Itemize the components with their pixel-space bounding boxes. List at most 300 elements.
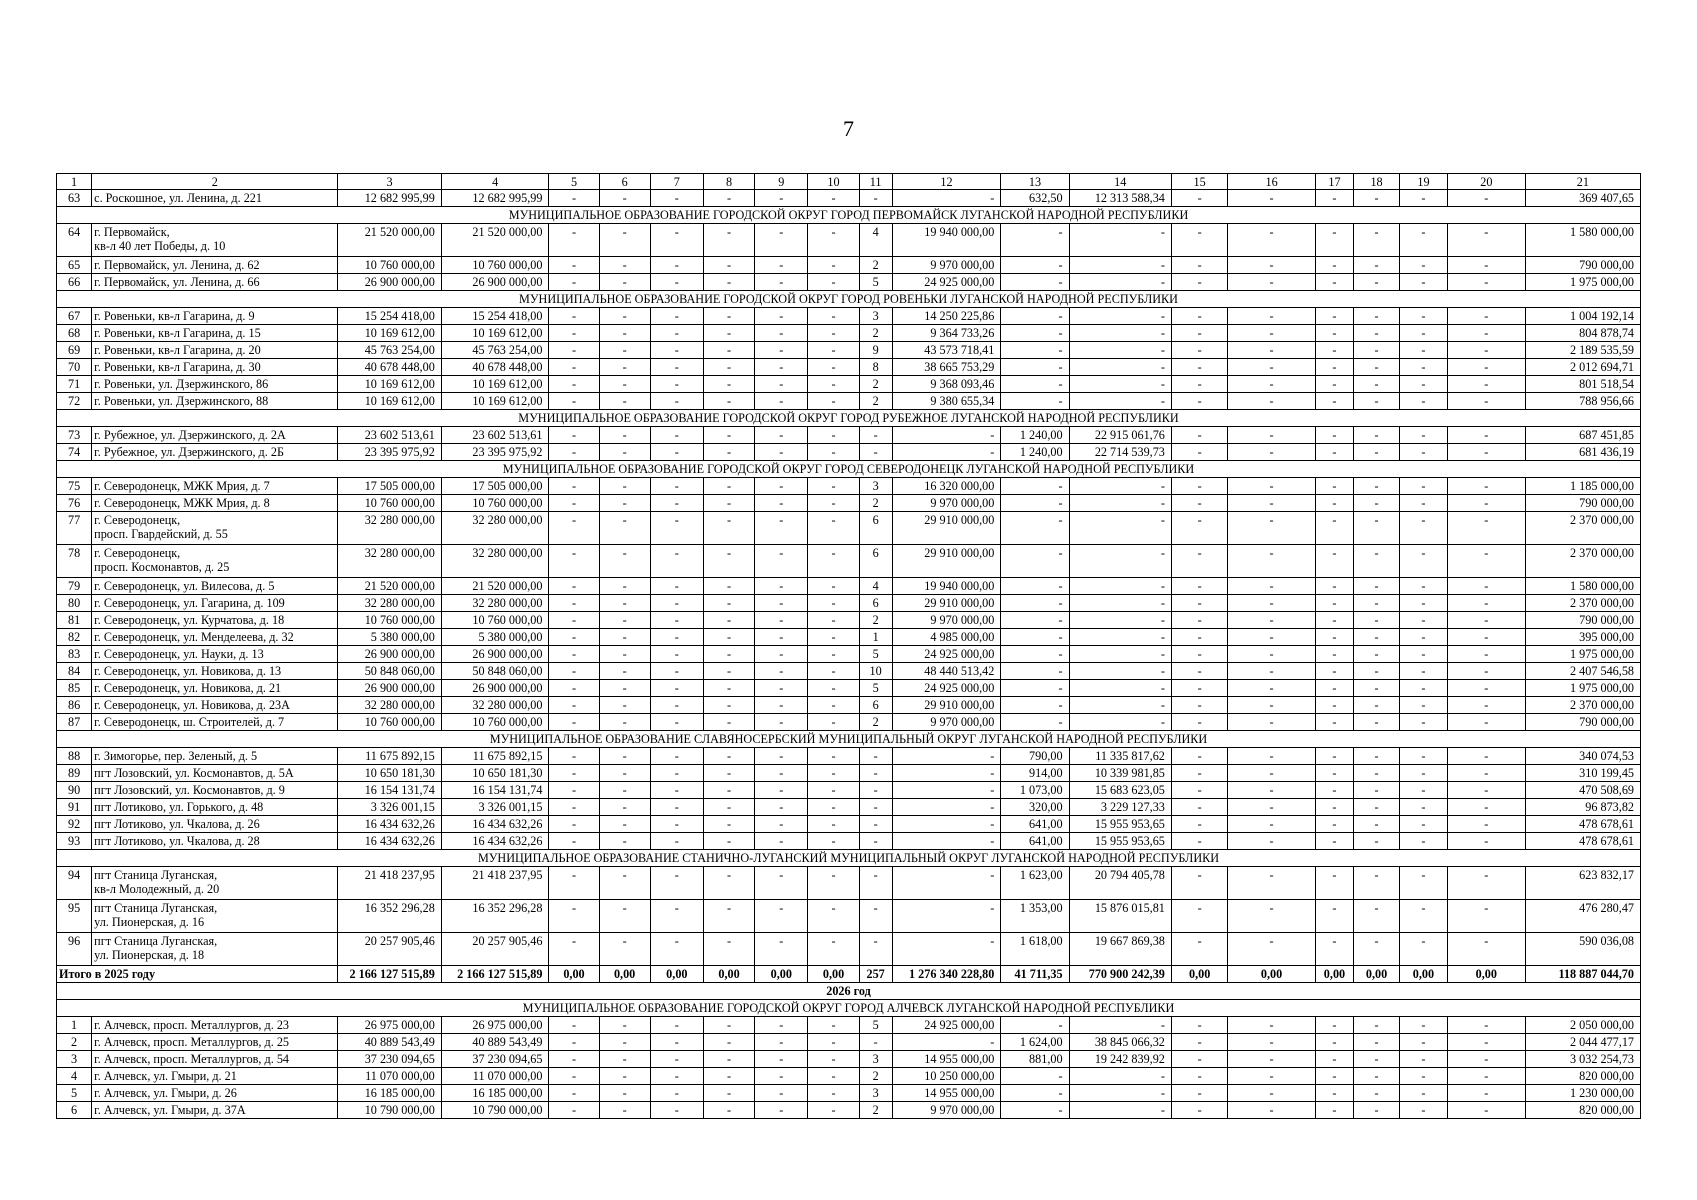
table-cell: - bbox=[755, 1017, 808, 1034]
table-cell: 9 970 000,00 bbox=[892, 1102, 1001, 1119]
table-cell: - bbox=[1315, 663, 1353, 680]
table-cell: 1 353,00 bbox=[1001, 900, 1069, 933]
table-cell: - bbox=[703, 782, 754, 799]
table-cell: - bbox=[808, 308, 859, 325]
table-cell: - bbox=[808, 933, 859, 966]
table-cell: - bbox=[1171, 545, 1227, 578]
table-cell: 5 bbox=[859, 680, 892, 697]
table-row bbox=[57, 799, 1641, 816]
table-cell: - bbox=[549, 663, 599, 680]
table-cell: 17 505 000,00 bbox=[338, 478, 441, 495]
table-cell: - bbox=[808, 1017, 859, 1034]
table-cell: - bbox=[1447, 833, 1525, 850]
table-cell: - bbox=[1228, 799, 1315, 816]
table-cell: - bbox=[755, 376, 808, 393]
table-cell: 21 418 237,95 bbox=[441, 867, 549, 900]
table-cell: - bbox=[1399, 612, 1447, 629]
table-cell: - bbox=[549, 833, 599, 850]
table-cell: 16 434 632,26 bbox=[338, 833, 441, 850]
table-cell: 1 580 000,00 bbox=[1525, 224, 1640, 257]
address-cell: пгт Лотиково, ул. Чкалова, д. 28 bbox=[92, 833, 338, 850]
table-cell: 82 bbox=[57, 629, 92, 646]
table-cell: - bbox=[1315, 1102, 1353, 1119]
table-cell: - bbox=[549, 1085, 599, 1102]
column-number-cell: 3 bbox=[338, 174, 441, 190]
table-cell: 37 230 094,65 bbox=[338, 1051, 441, 1068]
table-cell: - bbox=[1447, 274, 1525, 291]
table-cell: - bbox=[599, 325, 650, 342]
table-cell: - bbox=[1354, 1102, 1400, 1119]
table-cell: - bbox=[650, 427, 703, 444]
table-cell: 40 678 448,00 bbox=[338, 359, 441, 376]
table-cell: 63 bbox=[57, 190, 92, 207]
address-cell: г. Первомайск, ул. Ленина, д. 62 bbox=[92, 257, 338, 274]
table-cell: - bbox=[703, 1102, 754, 1119]
table-cell: - bbox=[1315, 1085, 1353, 1102]
table-cell: 1 623,00 bbox=[1001, 867, 1069, 900]
table-cell: - bbox=[549, 867, 599, 900]
table-row bbox=[57, 782, 1641, 799]
address-cell: г. Зимогорье, пер. Зеленый, д. 5 bbox=[92, 748, 338, 765]
table-cell: - bbox=[1447, 697, 1525, 714]
table-cell: - bbox=[1315, 765, 1353, 782]
table-cell: 10 760 000,00 bbox=[441, 612, 549, 629]
table-cell: 84 bbox=[57, 663, 92, 680]
table-cell: 16 434 632,26 bbox=[441, 816, 549, 833]
table-cell: 1 185 000,00 bbox=[1525, 478, 1640, 495]
table-cell: - bbox=[1069, 478, 1171, 495]
table-cell: - bbox=[808, 224, 859, 257]
table-cell: 15 955 953,65 bbox=[1069, 833, 1171, 850]
table-cell: - bbox=[1315, 714, 1353, 731]
table-cell: - bbox=[1171, 1102, 1227, 1119]
table-cell: 14 955 000,00 bbox=[892, 1085, 1001, 1102]
table-cell: 90 bbox=[57, 782, 92, 799]
table-cell: 23 602 513,61 bbox=[441, 427, 549, 444]
table-cell: - bbox=[1171, 274, 1227, 291]
column-number-cell: 10 bbox=[808, 174, 859, 190]
table-cell: - bbox=[1447, 224, 1525, 257]
table-cell: - bbox=[755, 714, 808, 731]
table-cell: - bbox=[892, 427, 1001, 444]
column-number-cell: 19 bbox=[1399, 174, 1447, 190]
table-cell: - bbox=[1447, 308, 1525, 325]
table-cell: - bbox=[599, 224, 650, 257]
table-cell: - bbox=[1171, 816, 1227, 833]
address-cell: пгт Лозовский, ул. Космонавтов, д. 9 bbox=[92, 782, 338, 799]
table-cell: - bbox=[549, 308, 599, 325]
table-cell: - bbox=[1354, 427, 1400, 444]
table-cell: 3 326 001,15 bbox=[441, 799, 549, 816]
table-cell: - bbox=[808, 257, 859, 274]
address-cell: г. Рубежное, ул. Дзержинского, д. 2А bbox=[92, 427, 338, 444]
table-cell: - bbox=[1447, 257, 1525, 274]
table-row bbox=[57, 765, 1641, 782]
table-cell: - bbox=[549, 495, 599, 512]
total-cell: 2 166 127 515,89 bbox=[441, 966, 549, 983]
data-table bbox=[56, 173, 1641, 1119]
table-cell: - bbox=[650, 1034, 703, 1051]
table-cell: 820 000,00 bbox=[1525, 1102, 1640, 1119]
table-row bbox=[57, 748, 1641, 765]
table-cell: - bbox=[650, 495, 703, 512]
total-cell: 0,00 bbox=[703, 966, 754, 983]
table-cell: - bbox=[703, 1085, 754, 1102]
table-cell: - bbox=[1399, 697, 1447, 714]
year-header-row bbox=[57, 983, 1641, 1000]
table-cell: - bbox=[755, 1034, 808, 1051]
table-cell: - bbox=[1069, 697, 1171, 714]
table-cell: - bbox=[755, 595, 808, 612]
table-cell: - bbox=[1315, 697, 1353, 714]
table-cell: - bbox=[1228, 867, 1315, 900]
table-cell: - bbox=[650, 224, 703, 257]
table-cell: 26 900 000,00 bbox=[338, 646, 441, 663]
table-cell: - bbox=[549, 782, 599, 799]
table-cell: - bbox=[1447, 1102, 1525, 1119]
table-cell: 21 520 000,00 bbox=[338, 224, 441, 257]
table-cell: - bbox=[755, 782, 808, 799]
table-cell: - bbox=[703, 646, 754, 663]
table-cell: - bbox=[703, 833, 754, 850]
table-cell: - bbox=[703, 799, 754, 816]
table-row bbox=[57, 308, 1641, 325]
table-cell: 11 675 892,15 bbox=[441, 748, 549, 765]
table-row bbox=[57, 646, 1641, 663]
table-cell: - bbox=[1228, 308, 1315, 325]
table-cell: - bbox=[1228, 342, 1315, 359]
table-cell: - bbox=[703, 867, 754, 900]
table-cell: - bbox=[808, 325, 859, 342]
total-cell: 41 711,35 bbox=[1001, 966, 1069, 983]
table-cell: 2 407 546,58 bbox=[1525, 663, 1640, 680]
table-cell: - bbox=[1001, 714, 1069, 731]
address-cell: г. Северодонецк, МЖК Мрия, д. 7 bbox=[92, 478, 338, 495]
table-cell: - bbox=[808, 629, 859, 646]
table-cell: - bbox=[1171, 478, 1227, 495]
table-cell: - bbox=[755, 308, 808, 325]
table-cell: - bbox=[1354, 799, 1400, 816]
table-cell: 10 339 981,85 bbox=[1069, 765, 1171, 782]
table-cell: 641,00 bbox=[1001, 816, 1069, 833]
table-cell: - bbox=[650, 697, 703, 714]
table-cell: 16 352 296,28 bbox=[338, 900, 441, 933]
table-cell: - bbox=[1399, 512, 1447, 545]
table-row bbox=[57, 1085, 1641, 1102]
column-number-cell: 16 bbox=[1228, 174, 1315, 190]
table-cell: - bbox=[1069, 595, 1171, 612]
table-cell: - bbox=[808, 359, 859, 376]
table-cell: - bbox=[599, 714, 650, 731]
table-cell: 590 036,08 bbox=[1525, 933, 1640, 966]
table-cell: - bbox=[859, 816, 892, 833]
table-cell: 21 520 000,00 bbox=[441, 224, 549, 257]
table-cell: 5 380 000,00 bbox=[338, 629, 441, 646]
address-cell: пгт Лотиково, ул. Чкалова, д. 26 bbox=[92, 816, 338, 833]
column-number-cell: 1 bbox=[57, 174, 92, 190]
table-cell: - bbox=[1228, 512, 1315, 545]
table-cell: - bbox=[1315, 359, 1353, 376]
table-cell: - bbox=[650, 512, 703, 545]
table-cell: - bbox=[1447, 612, 1525, 629]
table-cell: - bbox=[1399, 1102, 1447, 1119]
table-cell: - bbox=[1171, 444, 1227, 461]
table-cell: - bbox=[650, 1051, 703, 1068]
address-cell: пгт Лозовский, ул. Космонавтов, д. 5А bbox=[92, 765, 338, 782]
table-cell: 20 794 405,78 bbox=[1069, 867, 1171, 900]
table-cell: - bbox=[859, 748, 892, 765]
table-cell: - bbox=[1447, 342, 1525, 359]
table-cell: 32 280 000,00 bbox=[441, 595, 549, 612]
table-cell: - bbox=[650, 478, 703, 495]
table-cell: 395 000,00 bbox=[1525, 629, 1640, 646]
table-cell: - bbox=[599, 697, 650, 714]
section-header-row bbox=[57, 1000, 1641, 1017]
table-cell: - bbox=[1001, 224, 1069, 257]
table-cell: 69 bbox=[57, 342, 92, 359]
table-cell: 40 889 543,49 bbox=[441, 1034, 549, 1051]
table-cell: - bbox=[1354, 816, 1400, 833]
table-cell: - bbox=[703, 274, 754, 291]
table-cell: - bbox=[1228, 545, 1315, 578]
table-cell: - bbox=[1171, 578, 1227, 595]
table-cell: 93 bbox=[57, 833, 92, 850]
table-cell: - bbox=[703, 1034, 754, 1051]
table-row bbox=[57, 663, 1641, 680]
column-number-cell: 13 bbox=[1001, 174, 1069, 190]
table-cell: - bbox=[808, 376, 859, 393]
table-cell: 3 032 254,73 bbox=[1525, 1051, 1640, 1068]
table-cell: 9 970 000,00 bbox=[892, 612, 1001, 629]
table-cell: 1 240,00 bbox=[1001, 427, 1069, 444]
table-cell: - bbox=[1069, 1017, 1171, 1034]
table-cell: - bbox=[650, 933, 703, 966]
total-cell: 0,00 bbox=[1315, 966, 1353, 983]
column-number-cell: 15 bbox=[1171, 174, 1227, 190]
address-cell: г. Ровеньки, кв-л Гагарина, д. 20 bbox=[92, 342, 338, 359]
table-cell: - bbox=[1354, 595, 1400, 612]
table-cell: 32 280 000,00 bbox=[338, 595, 441, 612]
column-number-cell: 5 bbox=[549, 174, 599, 190]
table-cell: - bbox=[1171, 933, 1227, 966]
table-cell: - bbox=[1315, 444, 1353, 461]
table-cell: - bbox=[650, 274, 703, 291]
table-cell: 24 925 000,00 bbox=[892, 680, 1001, 697]
table-row bbox=[57, 833, 1641, 850]
table-cell: - bbox=[1315, 900, 1353, 933]
table-cell: - bbox=[755, 680, 808, 697]
table-cell: - bbox=[1447, 765, 1525, 782]
table-cell: - bbox=[808, 867, 859, 900]
table-cell: 45 763 254,00 bbox=[338, 342, 441, 359]
table-cell: - bbox=[599, 1051, 650, 1068]
section-header-row bbox=[57, 850, 1641, 867]
table-cell: - bbox=[1447, 1068, 1525, 1085]
section-header-row bbox=[57, 731, 1641, 748]
table-cell: 2 370 000,00 bbox=[1525, 595, 1640, 612]
address-cell: пгт Станица Луганская, ул. Пионерская, д. 18 bbox=[92, 933, 338, 966]
table-cell: - bbox=[650, 748, 703, 765]
table-cell: 24 925 000,00 bbox=[892, 274, 1001, 291]
table-cell: - bbox=[1399, 545, 1447, 578]
table-cell: - bbox=[703, 190, 754, 207]
table-cell: - bbox=[599, 663, 650, 680]
table-cell: - bbox=[1315, 224, 1353, 257]
address-cell: г. Северодонецк, ул. Новикова, д. 23А bbox=[92, 697, 338, 714]
table-cell: - bbox=[808, 478, 859, 495]
address-cell: г. Ровеньки, кв-л Гагарина, д. 30 bbox=[92, 359, 338, 376]
total-cell: 2 166 127 515,89 bbox=[338, 966, 441, 983]
table-row bbox=[57, 190, 1641, 207]
table-cell: - bbox=[1447, 595, 1525, 612]
table-cell: 26 900 000,00 bbox=[441, 646, 549, 663]
table-cell: 3 bbox=[859, 1085, 892, 1102]
table-cell: - bbox=[755, 697, 808, 714]
table-cell: - bbox=[808, 646, 859, 663]
table-cell: - bbox=[808, 1051, 859, 1068]
table-cell: 16 352 296,28 bbox=[441, 900, 549, 933]
table-cell: - bbox=[1171, 1051, 1227, 1068]
table-cell: - bbox=[599, 1068, 650, 1085]
table-cell: - bbox=[1069, 325, 1171, 342]
table-cell: - bbox=[1069, 663, 1171, 680]
table-cell: - bbox=[1069, 612, 1171, 629]
table-cell: - bbox=[1315, 342, 1353, 359]
table-row bbox=[57, 595, 1641, 612]
table-body bbox=[57, 174, 1641, 1119]
table-cell: 623 832,17 bbox=[1525, 867, 1640, 900]
section-header-row bbox=[57, 291, 1641, 308]
table-cell: - bbox=[1001, 595, 1069, 612]
table-cell: - bbox=[703, 612, 754, 629]
column-number-cell: 9 bbox=[755, 174, 808, 190]
table-cell: 369 407,65 bbox=[1525, 190, 1640, 207]
address-cell: пгт Станица Луганская, кв-л Молодежный, д. 20 bbox=[92, 867, 338, 900]
table-cell: 2 bbox=[859, 376, 892, 393]
table-cell: - bbox=[1447, 1034, 1525, 1051]
table-cell: - bbox=[1399, 190, 1447, 207]
column-number-cell: 21 bbox=[1525, 174, 1640, 190]
table-cell: - bbox=[1001, 1017, 1069, 1034]
address-cell: г. Алчевск, просп. Металлургов, д. 54 bbox=[92, 1051, 338, 1068]
table-cell: 790,00 bbox=[1001, 748, 1069, 765]
table-cell: - bbox=[859, 427, 892, 444]
table-cell: - bbox=[1315, 190, 1353, 207]
table-cell: - bbox=[703, 512, 754, 545]
column-number-cell: 2 bbox=[92, 174, 338, 190]
table-cell: - bbox=[755, 342, 808, 359]
table-cell: - bbox=[549, 190, 599, 207]
table-cell: - bbox=[599, 595, 650, 612]
table-cell: - bbox=[1228, 714, 1315, 731]
section-title: МУНИЦИПАЛЬНОЕ ОБРАЗОВАНИЕ ГОРОДСКОЙ ОКРУГ ГОРОД АЛЧЕВСК ЛУГАНСКОЙ НАРОДНОЙ РЕСПУБЛИКИ bbox=[57, 1000, 1641, 1017]
table-cell: - bbox=[1228, 376, 1315, 393]
address-cell: г. Северодонецк, ул. Курчатова, д. 18 bbox=[92, 612, 338, 629]
table-cell: - bbox=[1228, 257, 1315, 274]
table-cell: - bbox=[1228, 578, 1315, 595]
table-cell: - bbox=[1069, 359, 1171, 376]
address-cell: г. Северодонецк, ул. Новикова, д. 13 bbox=[92, 663, 338, 680]
table-cell: 68 bbox=[57, 325, 92, 342]
table-cell: - bbox=[1354, 714, 1400, 731]
table-cell: - bbox=[549, 816, 599, 833]
table-cell: - bbox=[1399, 799, 1447, 816]
table-cell: - bbox=[1171, 714, 1227, 731]
table-cell: - bbox=[650, 816, 703, 833]
table-cell: - bbox=[1354, 224, 1400, 257]
table-cell: - bbox=[599, 257, 650, 274]
table-cell: 12 313 588,34 bbox=[1069, 190, 1171, 207]
table-cell: - bbox=[1315, 512, 1353, 545]
table-cell: - bbox=[1399, 359, 1447, 376]
table-cell: 23 395 975,92 bbox=[338, 444, 441, 461]
address-cell: г. Ровеньки, ул. Дзержинского, 88 bbox=[92, 393, 338, 410]
table-cell: - bbox=[859, 444, 892, 461]
table-cell: - bbox=[650, 833, 703, 850]
table-cell: 48 440 513,42 bbox=[892, 663, 1001, 680]
section-title: МУНИЦИПАЛЬНОЕ ОБРАЗОВАНИЕ ГОРОДСКОЙ ОКРУГ ГОРОД РОВЕНЬКИ ЛУГАНСКОЙ НАРОДНОЙ РЕСПУБЛИКИ bbox=[57, 291, 1641, 308]
table-cell: - bbox=[1171, 495, 1227, 512]
table-cell: 19 242 839,92 bbox=[1069, 1051, 1171, 1068]
table-cell: - bbox=[549, 512, 599, 545]
table-cell: 76 bbox=[57, 495, 92, 512]
address-cell: г. Рубежное, ул. Дзержинского, д. 2Б bbox=[92, 444, 338, 461]
table-cell: - bbox=[1447, 512, 1525, 545]
table-cell: - bbox=[650, 782, 703, 799]
total-row bbox=[57, 966, 1641, 983]
table-cell: - bbox=[1354, 444, 1400, 461]
table-cell: - bbox=[1228, 900, 1315, 933]
table-cell: - bbox=[599, 799, 650, 816]
table-cell: - bbox=[1354, 393, 1400, 410]
table-cell: 40 889 543,49 bbox=[338, 1034, 441, 1051]
table-cell: - bbox=[703, 663, 754, 680]
table-cell: 9 970 000,00 bbox=[892, 495, 1001, 512]
table-row bbox=[57, 512, 1641, 545]
table-row bbox=[57, 1017, 1641, 1034]
table-cell: 38 845 066,32 bbox=[1069, 1034, 1171, 1051]
table-cell: - bbox=[808, 495, 859, 512]
table-cell: - bbox=[549, 697, 599, 714]
table-cell: 641,00 bbox=[1001, 833, 1069, 850]
section-title: МУНИЦИПАЛЬНОЕ ОБРАЗОВАНИЕ ГОРОДСКОЙ ОКРУГ ГОРОД ПЕРВОМАЙСК ЛУГАНСКОЙ НАРОДНОЙ РЕСПУБЛИКИ bbox=[57, 207, 1641, 224]
table-cell: - bbox=[650, 257, 703, 274]
table-cell: - bbox=[1447, 1051, 1525, 1068]
table-cell: - bbox=[549, 578, 599, 595]
table-cell: - bbox=[1069, 224, 1171, 257]
table-cell: - bbox=[549, 359, 599, 376]
address-cell: г. Северодонецк, МЖК Мрия, д. 8 bbox=[92, 495, 338, 512]
table-cell: 2 bbox=[859, 257, 892, 274]
table-cell: 22 714 539,73 bbox=[1069, 444, 1171, 461]
table-cell: - bbox=[755, 257, 808, 274]
table-cell: 23 395 975,92 bbox=[441, 444, 549, 461]
table-cell: - bbox=[892, 748, 1001, 765]
address-cell: г. Северодонецк, ш. Строителей, д. 7 bbox=[92, 714, 338, 731]
table-cell: - bbox=[1399, 714, 1447, 731]
table-cell: - bbox=[755, 1051, 808, 1068]
table-cell: - bbox=[1354, 612, 1400, 629]
table-cell: - bbox=[650, 1068, 703, 1085]
table-cell: 29 910 000,00 bbox=[892, 545, 1001, 578]
table-cell: - bbox=[599, 816, 650, 833]
table-cell: - bbox=[892, 782, 1001, 799]
table-cell: - bbox=[1069, 714, 1171, 731]
table-cell: - bbox=[859, 833, 892, 850]
table-cell: 2 bbox=[57, 1034, 92, 1051]
table-cell: 340 074,53 bbox=[1525, 748, 1640, 765]
table-row bbox=[57, 933, 1641, 966]
